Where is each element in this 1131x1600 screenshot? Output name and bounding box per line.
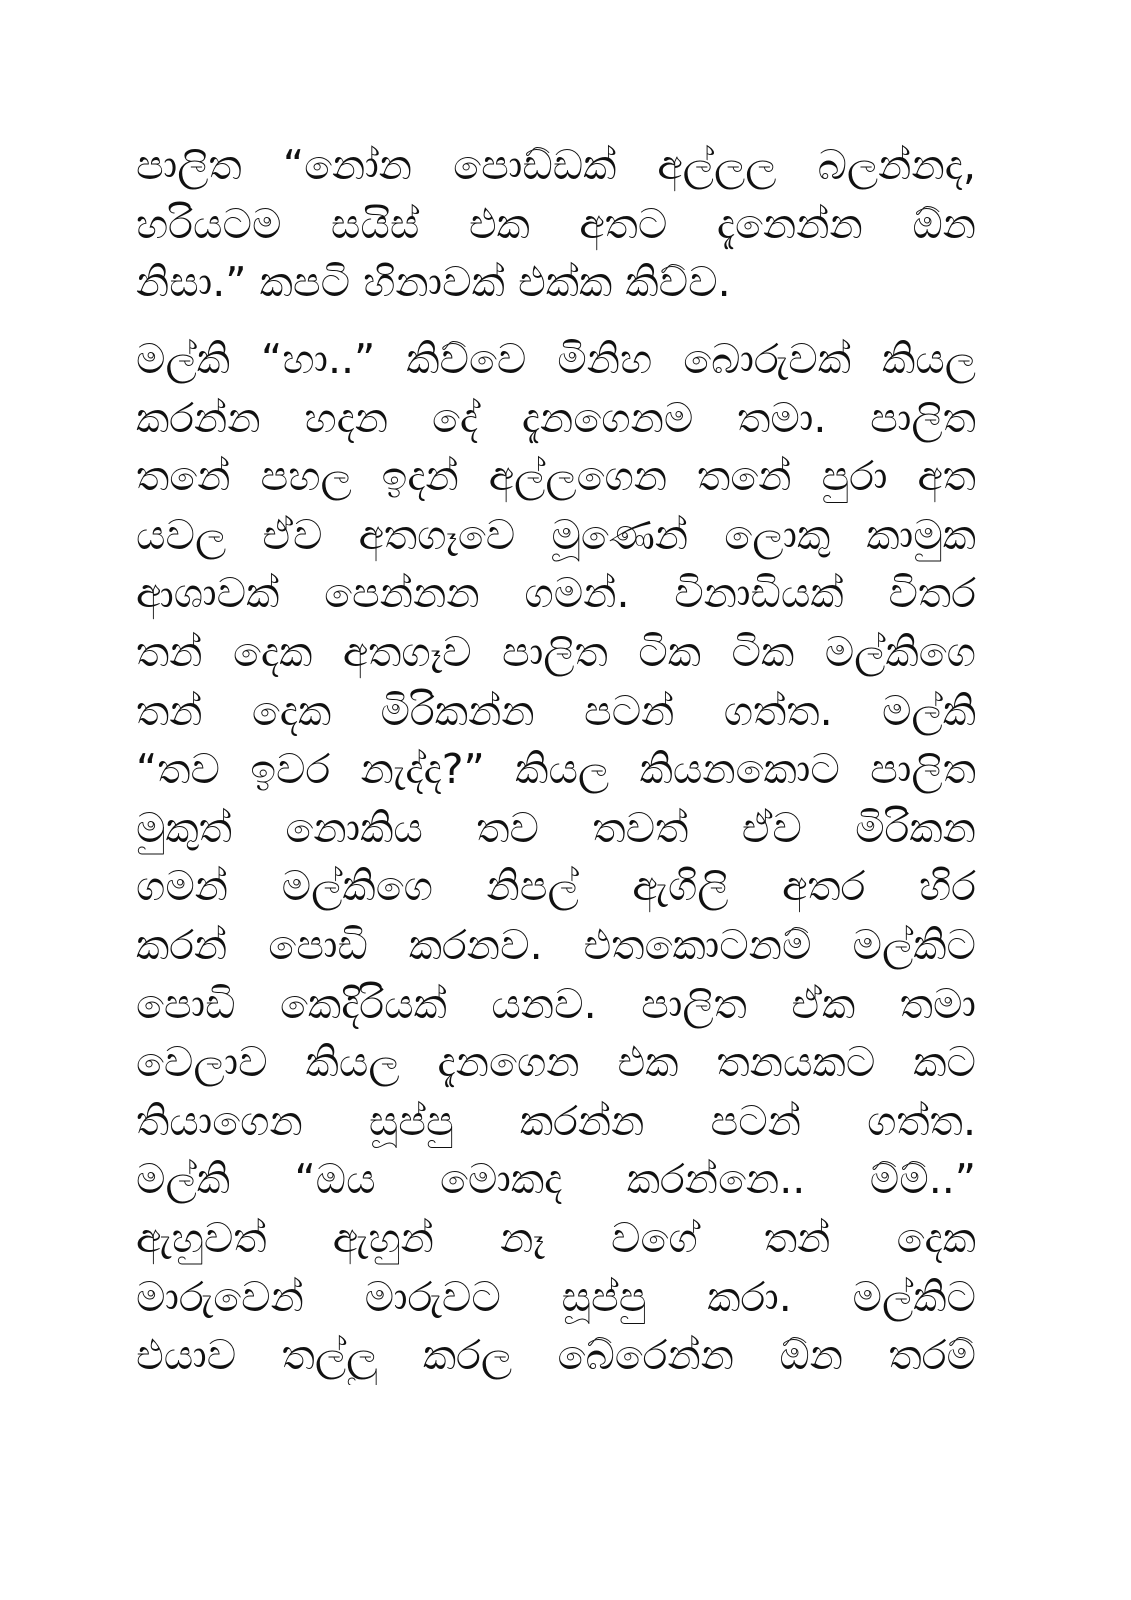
text-line: තන් දෙක මිරිකන්න පටන් ගත්ත. මල්කි	[136, 686, 976, 735]
text-line: යවල ඒව අතගෑවෙ මූණෙන් ලොකු කාමුක	[136, 510, 976, 559]
text-line: පොඩි කෙදිරියක් යනව. පාලිත ඒක තමා	[136, 979, 976, 1028]
text-line: “තව ඉවර නැද්ද?” කියල කියනකොට පාලිත	[136, 745, 976, 794]
text-line: පාලිත “නෝන පොඩ්ඩක් අල්ලල බලන්නද,	[136, 141, 976, 189]
text-line: ආශාවක් පෙන්නන ගමන්. විනාඩියක් විතර	[136, 569, 976, 618]
text-line: ඇහුවත් ඇහුන් නෑ වගේ තන් දෙක	[136, 1213, 976, 1262]
text-line: තනේ පහල ඉදන් අල්ලගෙන තනේ පුරා අත	[136, 452, 976, 501]
text-line: මල්කි “ඔය මොකද කරන්නෙ.. ම්ම්..”	[136, 1155, 976, 1204]
text-line: මුකුත් නොකිය තව තවත් ඒව මිරිකන	[136, 803, 976, 852]
paragraph-1	[136, 136, 976, 312]
text-line: නිසා.” කපටි හිනාවක් එක්ක කිව්ව.	[136, 258, 731, 307]
text-line: තන් දෙක අතගෑව පාලිත ටික ටික මල්කිගෙ	[136, 627, 976, 676]
text-line: ගමන් මල්කිගෙ නිපල් ඇගිලි අතර හිර	[136, 862, 976, 911]
text-line: මල්කි “හා..” කිව්වෙ මිනිහ බොරුවක් කියල	[136, 335, 976, 383]
text-line: තියාගෙන සූප්පු කරන්න පටන් ගත්ත.	[136, 1096, 976, 1145]
text-line: කරන් පොඩි කරනව. එතකොටනම් මල්කිට	[136, 920, 976, 969]
text-line: වෙලාව කියල දැනගෙන එක තනයකට කට	[136, 1038, 976, 1087]
text-line: හරියටම සයිස් එක අතට දැනෙන්න ඕන	[136, 199, 976, 248]
paragraph-2	[136, 330, 976, 1385]
text-line: මාරුවෙන් මාරුවට සූප්පු කරා. මල්කිට	[136, 1272, 976, 1321]
text-line: එයාව තල්ලු කරල බේරෙන්න ඕන තරම්	[136, 1331, 976, 1380]
text-line: කරන්න හදන දේ දැනගෙනම තමා. පාලිත	[136, 393, 976, 442]
